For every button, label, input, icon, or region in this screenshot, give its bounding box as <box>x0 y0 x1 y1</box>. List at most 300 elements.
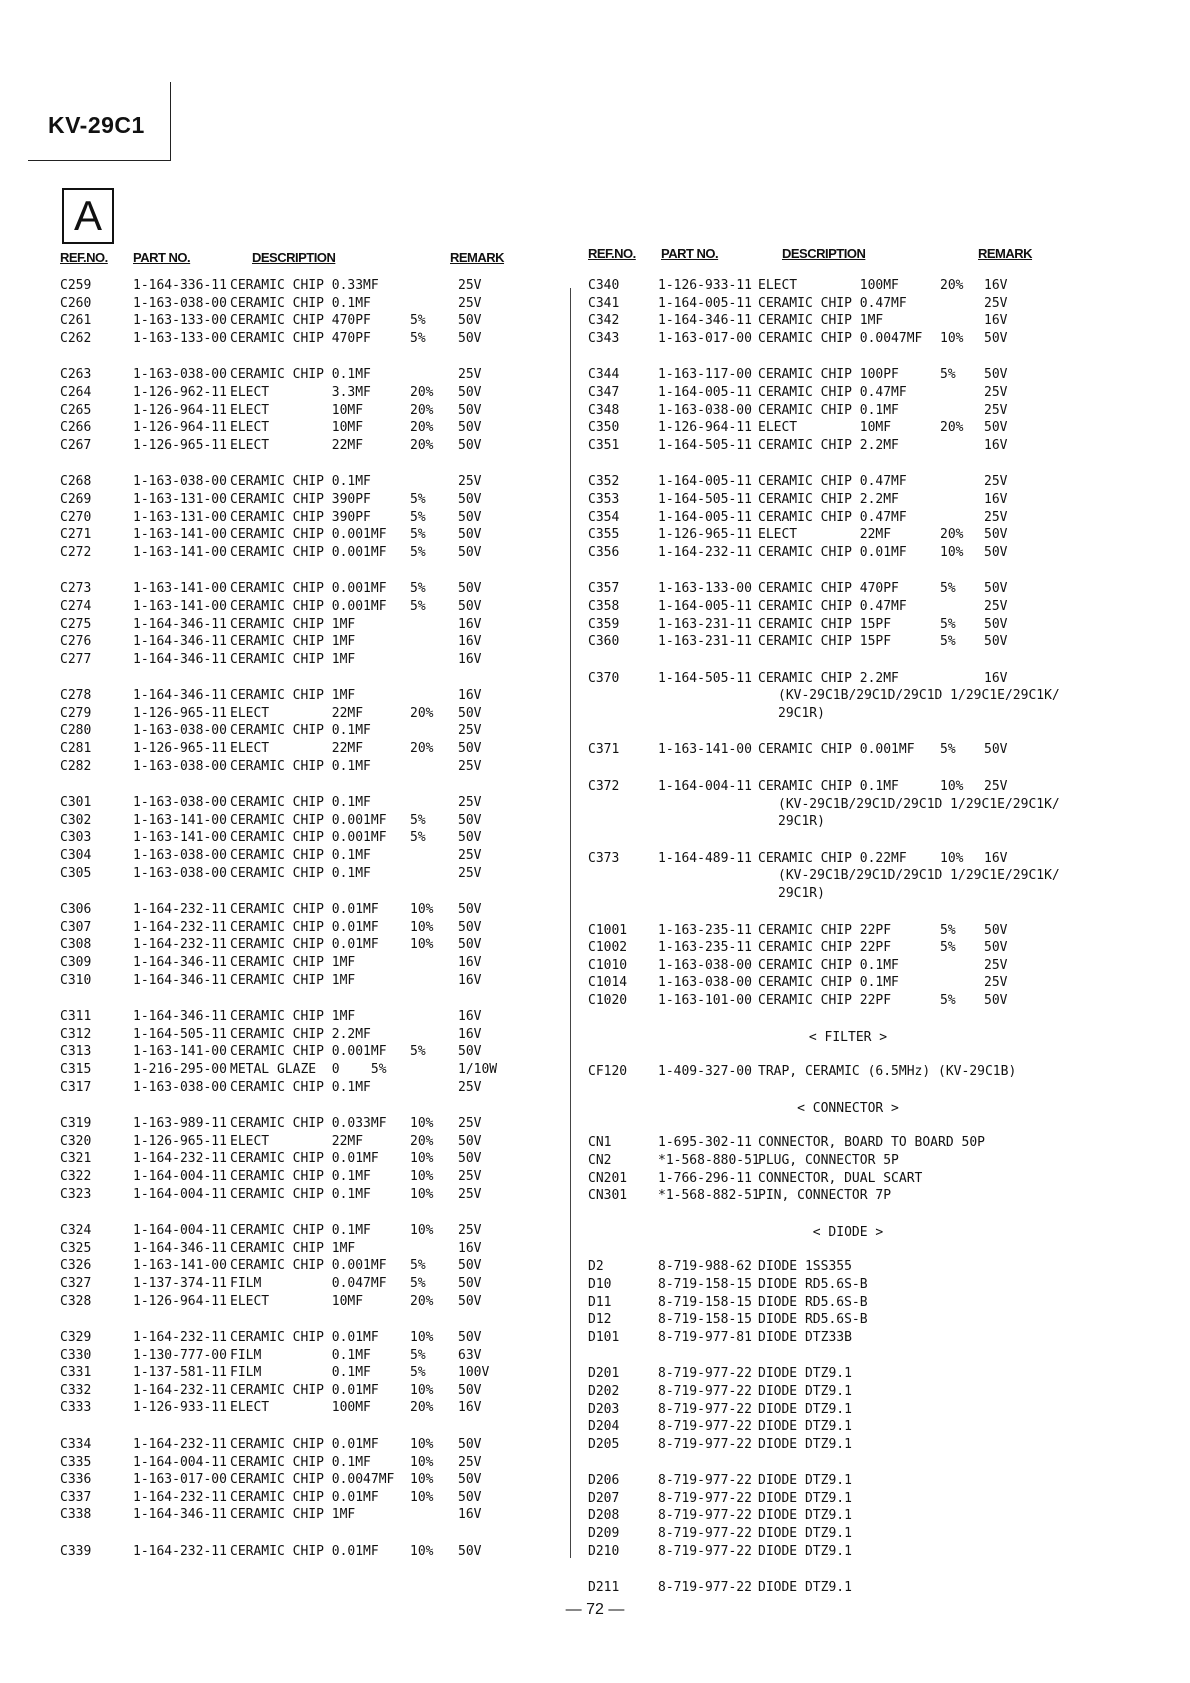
table-row <box>60 510 530 528</box>
table-row <box>60 617 530 635</box>
part-no: 1-163-141-00 <box>133 544 227 560</box>
description: DIODE DTZ9.1 <box>758 1473 852 1489</box>
table-row <box>588 688 1108 706</box>
table-row <box>60 527 530 545</box>
part-no: 1-164-489-11 <box>658 850 752 866</box>
part-group <box>60 581 530 669</box>
table-row <box>588 420 1108 438</box>
part-group <box>60 1009 530 1097</box>
table-row <box>60 1116 530 1134</box>
tolerance: 10% <box>410 1382 434 1398</box>
part-no: 1-164-346-11 <box>133 688 227 704</box>
ref-no: D203 <box>588 1401 620 1417</box>
table-row <box>60 1009 530 1027</box>
part-group <box>588 742 1108 760</box>
rating: 25V <box>984 598 1008 614</box>
ref-no-header: REF.NO. <box>60 250 108 265</box>
table-row <box>60 1383 530 1401</box>
table-row <box>588 331 1108 349</box>
table-row <box>588 742 1108 760</box>
description: DIODE DTZ9.1 <box>758 1366 852 1382</box>
part-no: 1-164-005-11 <box>658 474 752 490</box>
description: CERAMIC CHIP 0.1MF <box>758 402 899 418</box>
rating: 50V <box>458 1133 482 1149</box>
table-row <box>60 1027 530 1045</box>
table-row <box>60 1544 530 1562</box>
tolerance: 5% <box>410 544 426 560</box>
tolerance: 10% <box>410 919 434 935</box>
table-row <box>588 706 1108 724</box>
description: CERAMIC CHIP 1MF <box>230 651 356 667</box>
table-row <box>60 973 530 991</box>
rating: 50V <box>984 940 1008 956</box>
ref-no: C320 <box>60 1133 92 1149</box>
tolerance: 10% <box>410 937 434 953</box>
rating: 25V <box>458 1168 482 1184</box>
ref-no: C373 <box>588 850 620 866</box>
table-row <box>588 1491 1108 1509</box>
table-row <box>588 367 1108 385</box>
table-row <box>60 1223 530 1241</box>
ref-no: C268 <box>60 474 92 490</box>
model-variant-note: 29C1R) <box>778 705 825 721</box>
part-no-header: PART NO. <box>133 250 191 265</box>
rating: 50V <box>984 330 1008 346</box>
rating: 16V <box>458 972 482 988</box>
part-no: 1-163-133-00 <box>133 330 227 346</box>
tolerance: 5% <box>410 509 426 525</box>
rating: 50V <box>458 1489 482 1505</box>
table-row <box>60 1490 530 1508</box>
rating: 100V <box>458 1365 490 1381</box>
ref-no: C356 <box>588 544 620 560</box>
rating: 16V <box>458 955 482 970</box>
tolerance: 5% <box>940 634 956 650</box>
section-heading: < DIODE > <box>812 1224 884 1240</box>
rating: 16V <box>984 437 1008 453</box>
table-row <box>60 1187 530 1205</box>
description: DIODE DTZ33B <box>758 1329 852 1345</box>
part-no: 1-126-964-11 <box>133 1293 227 1309</box>
ref-no: C305 <box>60 865 92 881</box>
tolerance: 20% <box>410 1293 434 1309</box>
part-group <box>588 671 1108 724</box>
part-no: 8-719-977-22 <box>658 1543 752 1559</box>
description: CERAMIC CHIP 0.01MF <box>758 544 907 560</box>
part-group <box>588 1473 1108 1561</box>
description: CERAMIC CHIP 0.01MF <box>230 919 379 935</box>
description: CERAMIC CHIP 1MF <box>230 688 356 704</box>
table-row <box>588 1473 1108 1491</box>
table-row <box>588 510 1108 528</box>
rating: 16V <box>984 850 1008 866</box>
part-no: 1-163-141-00 <box>133 830 227 846</box>
tolerance: 10% <box>410 1437 434 1453</box>
part-no: 8-719-977-22 <box>658 1508 752 1524</box>
rating: 25V <box>458 295 482 311</box>
ref-no: CN301 <box>588 1188 628 1204</box>
description: ELECT 100MF <box>758 278 899 293</box>
description: FILM 0.047MF <box>230 1275 387 1291</box>
rating: 50V <box>984 527 1008 543</box>
tolerance: 20% <box>410 437 434 453</box>
table-row <box>588 545 1108 563</box>
table-row <box>588 581 1108 599</box>
description: ELECT 22MF <box>230 741 364 757</box>
ref-no: C354 <box>588 509 620 525</box>
tolerance: 10% <box>410 1330 434 1346</box>
part-no: 1-164-005-11 <box>658 295 752 311</box>
rating: 50V <box>984 420 1008 436</box>
table-row <box>588 797 1108 815</box>
ref-no: C315 <box>60 1061 92 1077</box>
ref-no: C269 <box>60 491 92 507</box>
part-no: 1-164-232-11 <box>133 1330 227 1346</box>
ref-no: C333 <box>60 1400 92 1416</box>
rating: 50V <box>458 812 482 828</box>
description: CERAMIC CHIP 22PF <box>758 922 892 938</box>
rating: 50V <box>458 705 482 721</box>
ref-no: D209 <box>588 1526 620 1542</box>
description: CERAMIC CHIP 0.01MF <box>230 1382 379 1398</box>
rating: 50V <box>458 330 482 346</box>
ref-no: C271 <box>60 527 92 543</box>
table-row <box>588 993 1108 1011</box>
table-row <box>60 1330 530 1348</box>
rating: 25V <box>458 367 482 383</box>
tolerance: 20% <box>940 527 964 543</box>
table-row <box>588 1544 1108 1562</box>
tolerance: 20% <box>940 278 964 293</box>
header-vertical-rule <box>170 82 171 160</box>
left-parts-list <box>60 278 530 1562</box>
description: CERAMIC CHIP 0.01MF <box>230 1544 379 1560</box>
description: CERAMIC CHIP 0.47MF <box>758 509 907 525</box>
tolerance: 10% <box>410 1454 434 1470</box>
part-no: 1-164-346-11 <box>133 1507 227 1523</box>
ref-no: C334 <box>60 1437 92 1453</box>
ref-no: C274 <box>60 598 92 614</box>
ref-no: C326 <box>60 1258 92 1274</box>
ref-no: CN2 <box>588 1152 612 1168</box>
part-no: 1-164-232-11 <box>133 1489 227 1505</box>
table-row <box>588 886 1108 904</box>
description: CERAMIC CHIP 390PF <box>230 509 371 525</box>
description: CERAMIC CHIP 2.2MF <box>758 491 899 507</box>
part-no: 1-163-038-00 <box>658 957 752 973</box>
ref-no: D12 <box>588 1312 612 1328</box>
part-no: 1-164-505-11 <box>658 491 752 507</box>
ref-no: D206 <box>588 1473 620 1489</box>
rating: 25V <box>458 865 482 881</box>
tolerance: 10% <box>410 1168 434 1184</box>
tolerance: 10% <box>410 1151 434 1167</box>
rating: 25V <box>458 278 482 293</box>
table-row <box>588 617 1108 635</box>
part-no: 1-126-933-11 <box>658 278 752 293</box>
part-no: 1-164-346-11 <box>658 313 752 329</box>
description: CERAMIC CHIP 470PF <box>230 330 371 346</box>
ref-no: C309 <box>60 955 92 970</box>
part-no: 1-163-989-11 <box>133 1116 227 1132</box>
tolerance: 5% <box>410 313 426 329</box>
tolerance: 10% <box>410 902 434 918</box>
rating: 50V <box>458 1293 482 1309</box>
part-no: 1-163-038-00 <box>658 402 752 418</box>
description: DIODE RD5.6S-B <box>758 1294 868 1310</box>
description: CONNECTOR, BOARD TO BOARD 50P <box>758 1135 985 1151</box>
tolerance: 5% <box>940 993 956 1008</box>
ref-no: D210 <box>588 1543 620 1559</box>
table-row <box>588 1153 1108 1171</box>
description-header: DESCRIPTION <box>252 250 336 265</box>
part-group <box>588 1225 1108 1348</box>
remark-header: REMARK <box>978 246 1033 261</box>
rating: 16V <box>458 688 482 704</box>
description: DIODE DTZ9.1 <box>758 1401 852 1417</box>
table-row <box>60 385 530 403</box>
ref-no: C348 <box>588 402 620 418</box>
table-row <box>588 1419 1108 1437</box>
rating: 16V <box>984 278 1008 293</box>
part-group <box>588 1030 1108 1082</box>
part-no: 8-719-977-22 <box>658 1490 752 1506</box>
table-row <box>588 779 1108 797</box>
tolerance: 10% <box>410 1472 434 1488</box>
table-row <box>588 958 1108 976</box>
rating: 25V <box>458 474 482 490</box>
tolerance: 5% <box>410 830 426 846</box>
description: CERAMIC CHIP 0.1MF <box>230 758 371 774</box>
part-no: 1-409-327-00 <box>658 1064 752 1080</box>
description: CONNECTOR, DUAL SCART <box>758 1170 923 1186</box>
description: CERAMIC CHIP 2.2MF <box>758 670 899 686</box>
description: CERAMIC CHIP 470PF <box>230 313 371 329</box>
ref-no: C311 <box>60 1009 92 1025</box>
ref-no: C372 <box>588 779 620 795</box>
part-no: 1-163-038-00 <box>133 865 227 881</box>
part-no: 1-163-038-00 <box>658 975 752 991</box>
part-no: 8-719-977-22 <box>658 1473 752 1489</box>
ref-no: C336 <box>60 1472 92 1488</box>
description: CERAMIC CHIP 0.001MF <box>230 1044 387 1060</box>
part-no: 1-126-965-11 <box>133 705 227 721</box>
part-group <box>60 278 530 348</box>
ref-no: C330 <box>60 1347 92 1363</box>
description: METAL GLAZE 0 5% <box>230 1061 387 1077</box>
part-no: 1-164-005-11 <box>658 509 752 525</box>
tolerance: 5% <box>410 1275 426 1291</box>
description: CERAMIC CHIP 15PF <box>758 616 892 632</box>
table-row <box>588 599 1108 617</box>
table-row <box>588 975 1108 993</box>
ref-no: C371 <box>588 742 620 758</box>
tolerance: 10% <box>410 1489 434 1505</box>
ref-no: C351 <box>588 437 620 453</box>
ref-no: C304 <box>60 848 92 864</box>
part-no: 8-719-977-22 <box>658 1383 752 1399</box>
table-row <box>60 830 530 848</box>
table-row <box>588 1366 1108 1384</box>
part-group <box>60 1437 530 1525</box>
ref-no: C347 <box>588 384 620 400</box>
tolerance: 10% <box>940 850 964 866</box>
description: FILM 0.1MF <box>230 1365 371 1381</box>
table-row <box>588 868 1108 886</box>
ref-no: C1010 <box>588 957 628 973</box>
tolerance: 5% <box>410 1347 426 1363</box>
part-no: 1-164-232-11 <box>658 544 752 560</box>
description: CERAMIC CHIP 0.01MF <box>230 1330 379 1346</box>
part-no: 8-719-977-81 <box>658 1329 752 1345</box>
ref-no: C357 <box>588 581 620 597</box>
rating: 16V <box>458 1400 482 1416</box>
tolerance: 5% <box>940 367 956 383</box>
table-row <box>60 438 530 456</box>
table-row <box>60 1044 530 1062</box>
table-row <box>60 1062 530 1080</box>
description: CERAMIC CHIP 0.1MF <box>758 975 899 991</box>
part-no: 1-163-141-00 <box>658 742 752 758</box>
table-row <box>588 634 1108 652</box>
part-no: 1-163-133-00 <box>658 581 752 597</box>
table-row <box>60 634 530 652</box>
tolerance: 20% <box>410 705 434 721</box>
part-no: 1-126-965-11 <box>133 437 227 453</box>
ref-no: C355 <box>588 527 620 543</box>
part-no: 1-126-964-11 <box>133 420 227 436</box>
part-no: 1-163-038-00 <box>133 295 227 311</box>
table-row <box>588 527 1108 545</box>
description: TRAP, CERAMIC (6.5MHz) (KV-29C1B) <box>758 1064 1017 1080</box>
part-no: 1-164-232-11 <box>133 1151 227 1167</box>
part-no: 1-126-965-11 <box>658 527 752 543</box>
rating: 50V <box>458 402 482 418</box>
table-row <box>588 492 1108 510</box>
description: CERAMIC CHIP 0.1MF <box>230 367 371 383</box>
tolerance: 20% <box>410 384 434 400</box>
description: CERAMIC CHIP 100PF <box>758 367 899 383</box>
tolerance: 20% <box>940 420 964 436</box>
tolerance: 20% <box>410 1400 434 1416</box>
description: CERAMIC CHIP 0.01MF <box>230 1489 379 1505</box>
table-row <box>60 492 530 510</box>
table-row <box>588 1171 1108 1189</box>
ref-no: C272 <box>60 544 92 560</box>
part-no: 1-126-965-11 <box>133 741 227 757</box>
part-no: 8-719-977-22 <box>658 1366 752 1382</box>
description: CERAMIC CHIP 0.22MF <box>758 850 907 866</box>
description: ELECT 10MF <box>230 402 364 418</box>
table-row <box>60 652 530 670</box>
description: DIODE DTZ9.1 <box>758 1580 852 1596</box>
description: CERAMIC CHIP 0.47MF <box>758 295 907 311</box>
table-row <box>60 688 530 706</box>
part-no: 1-163-133-00 <box>133 313 227 329</box>
table-row <box>588 1188 1108 1206</box>
rating: 16V <box>458 1240 482 1256</box>
description: CERAMIC CHIP 0.1MF <box>230 295 371 311</box>
ref-no: C350 <box>588 420 620 436</box>
part-no: 1-163-141-00 <box>133 1044 227 1060</box>
part-no: 1-164-346-11 <box>133 1240 227 1256</box>
part-no: 1-163-038-00 <box>133 474 227 490</box>
part-no: 1-163-141-00 <box>133 812 227 828</box>
tolerance: 5% <box>940 616 956 632</box>
ref-no: D202 <box>588 1383 620 1399</box>
part-no: 1-164-346-11 <box>133 616 227 632</box>
ref-no: C259 <box>60 278 92 293</box>
description: CERAMIC CHIP 22PF <box>758 993 892 1008</box>
ref-no: C278 <box>60 688 92 704</box>
description: CERAMIC CHIP 15PF <box>758 634 892 650</box>
part-no: 1-137-374-11 <box>133 1275 227 1291</box>
description: CERAMIC CHIP 2.2MF <box>758 437 899 453</box>
table-row <box>60 1151 530 1169</box>
part-no: 1-163-141-00 <box>133 1258 227 1274</box>
part-group <box>60 1223 530 1311</box>
rating: 1/10W <box>458 1061 498 1077</box>
table-row <box>60 1276 530 1294</box>
description: CERAMIC CHIP 1MF <box>230 1507 356 1523</box>
rating: 50V <box>458 384 482 400</box>
ref-no: C322 <box>60 1168 92 1184</box>
ref-no: C360 <box>588 634 620 650</box>
table-row <box>588 1526 1108 1544</box>
part-no: 8-719-977-22 <box>658 1436 752 1452</box>
description: DIODE DTZ9.1 <box>758 1543 852 1559</box>
table-row <box>588 1508 1108 1526</box>
table-row <box>588 1295 1108 1313</box>
rating: 50V <box>458 598 482 614</box>
ref-no: C370 <box>588 670 620 686</box>
rating: 25V <box>458 723 482 739</box>
tolerance: 10% <box>410 1544 434 1560</box>
section-heading: < FILTER > <box>808 1029 888 1045</box>
table-row <box>60 1365 530 1383</box>
description: DIODE RD5.6S-B <box>758 1312 868 1328</box>
part-group <box>60 367 530 455</box>
part-no: 1-137-581-11 <box>133 1365 227 1381</box>
part-no: 1-164-346-11 <box>133 651 227 667</box>
tolerance: 10% <box>940 779 964 795</box>
rating: 25V <box>984 509 1008 525</box>
model-variant-note: 29C1R) <box>778 886 825 902</box>
ref-no: CN201 <box>588 1170 628 1186</box>
description: CERAMIC CHIP 0.1MF <box>758 779 899 795</box>
part-no: 1-163-017-00 <box>658 330 752 346</box>
part-no: 1-163-235-11 <box>658 940 752 956</box>
tolerance: 5% <box>410 527 426 543</box>
ref-no: C341 <box>588 295 620 311</box>
description: PIN, CONNECTOR 7P <box>758 1188 892 1204</box>
rating: 50V <box>984 742 1008 758</box>
table-row <box>588 1135 1108 1153</box>
rating: 16V <box>984 313 1008 329</box>
part-no: 1-164-005-11 <box>658 384 752 400</box>
rating: 50V <box>458 544 482 560</box>
part-group <box>588 474 1108 562</box>
rating: 25V <box>458 795 482 811</box>
ref-no: C353 <box>588 491 620 507</box>
part-no: 1-163-038-00 <box>133 795 227 811</box>
rating: 25V <box>458 1223 482 1239</box>
part-no: 1-163-235-11 <box>658 922 752 938</box>
part-no: 1-164-232-11 <box>133 919 227 935</box>
table-row <box>60 813 530 831</box>
left-column-header <box>60 250 530 278</box>
header-horizontal-rule <box>28 160 171 161</box>
